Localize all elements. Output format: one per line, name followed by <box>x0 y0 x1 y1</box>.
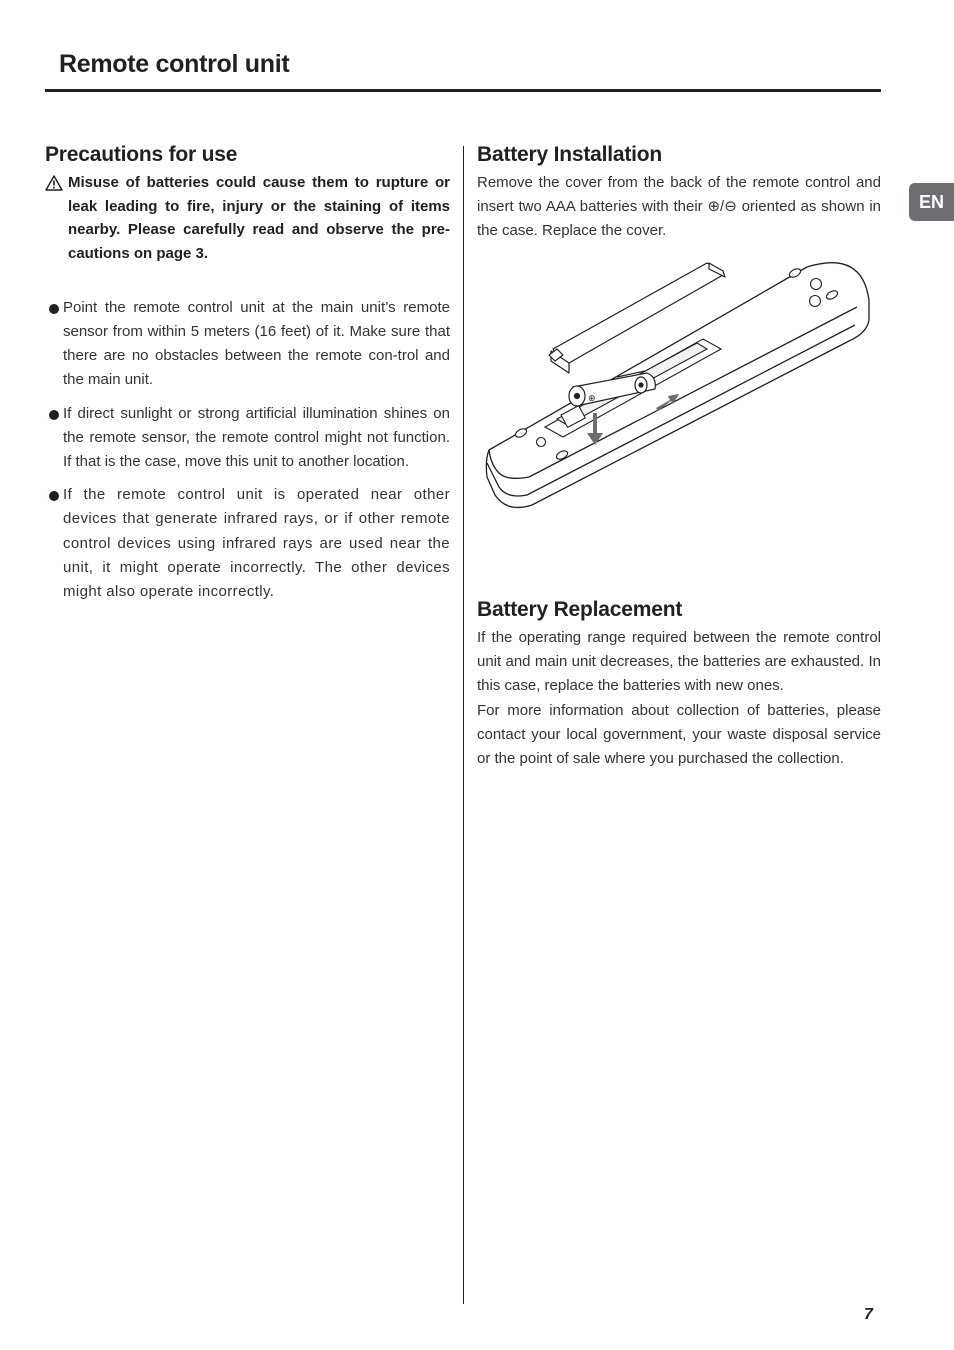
language-tab: EN <box>909 183 954 221</box>
precautions-list <box>45 296 450 604</box>
warning-text: Misuse of batteries could cause them to rupture or leak leading to fire, injury or the staining of items nearby. Please carefully read and observe the pre-cautions on page 3. <box>68 174 450 263</box>
list-item-text: If the remote control unit is operated near other devices that generate infrared rays, or if other remote control devices using infrared rays are used near the unit, it might operate incorrectly. The other devices might also operate incorrectly. <box>63 486 450 601</box>
installation-text-part: Remove the cover from the back of the remote control and insert two AAA batteries with their <box>477 174 881 216</box>
page-title: Remote control unit <box>59 50 290 78</box>
bullet-icon <box>49 491 59 501</box>
precautions-heading: Precautions for use <box>45 143 238 166</box>
bullet-icon <box>49 304 59 314</box>
battery-installation-section <box>477 143 881 244</box>
installation-text-part: oriented as shown in the case. Replace the cover. <box>477 198 882 240</box>
precautions-section <box>45 143 450 613</box>
polarity-symbols: ⊕/⊖ <box>707 198 737 216</box>
page-number: 7 <box>864 1306 873 1323</box>
list-item <box>45 483 450 604</box>
list-item-text: If direct sunlight or strong artificial illumination shines on the remote sensor, the remote control might not function. If that is the case, move this unit to another location. <box>63 404 450 471</box>
list-item <box>45 402 450 475</box>
battery-installation-figure <box>477 255 881 520</box>
battery-replacement-section <box>477 598 881 771</box>
battery-replacement-paragraph: If the operating range required between the remote control unit and main unit decreases, the batteries are exhausted. In this case, replace the batteries with new ones. <box>477 629 881 695</box>
battery-warning <box>45 171 450 266</box>
battery-plus-mark: ⊕ <box>588 394 596 404</box>
column-divider <box>463 146 464 1304</box>
warning-triangle-icon <box>45 175 63 191</box>
title-rule <box>45 89 881 92</box>
battery-installation-heading: Battery Installation <box>477 143 663 166</box>
list-item <box>45 296 450 393</box>
battery-disposal-paragraph: For more information about collection of batteries, please contact your local government, your waste disposal service or the point of sale where you purchased the collection. <box>477 701 881 768</box>
battery-replacement-heading: Battery Replacement <box>477 598 683 621</box>
battery-installation-text <box>477 171 881 244</box>
list-item-text: Point the remote control unit at the main unit’s remote sensor from within 5 meters (16 feet) of it. Make sure that there are no obstacles between the remote con-trol and the main unit. <box>63 298 450 389</box>
bullet-icon <box>49 410 59 420</box>
